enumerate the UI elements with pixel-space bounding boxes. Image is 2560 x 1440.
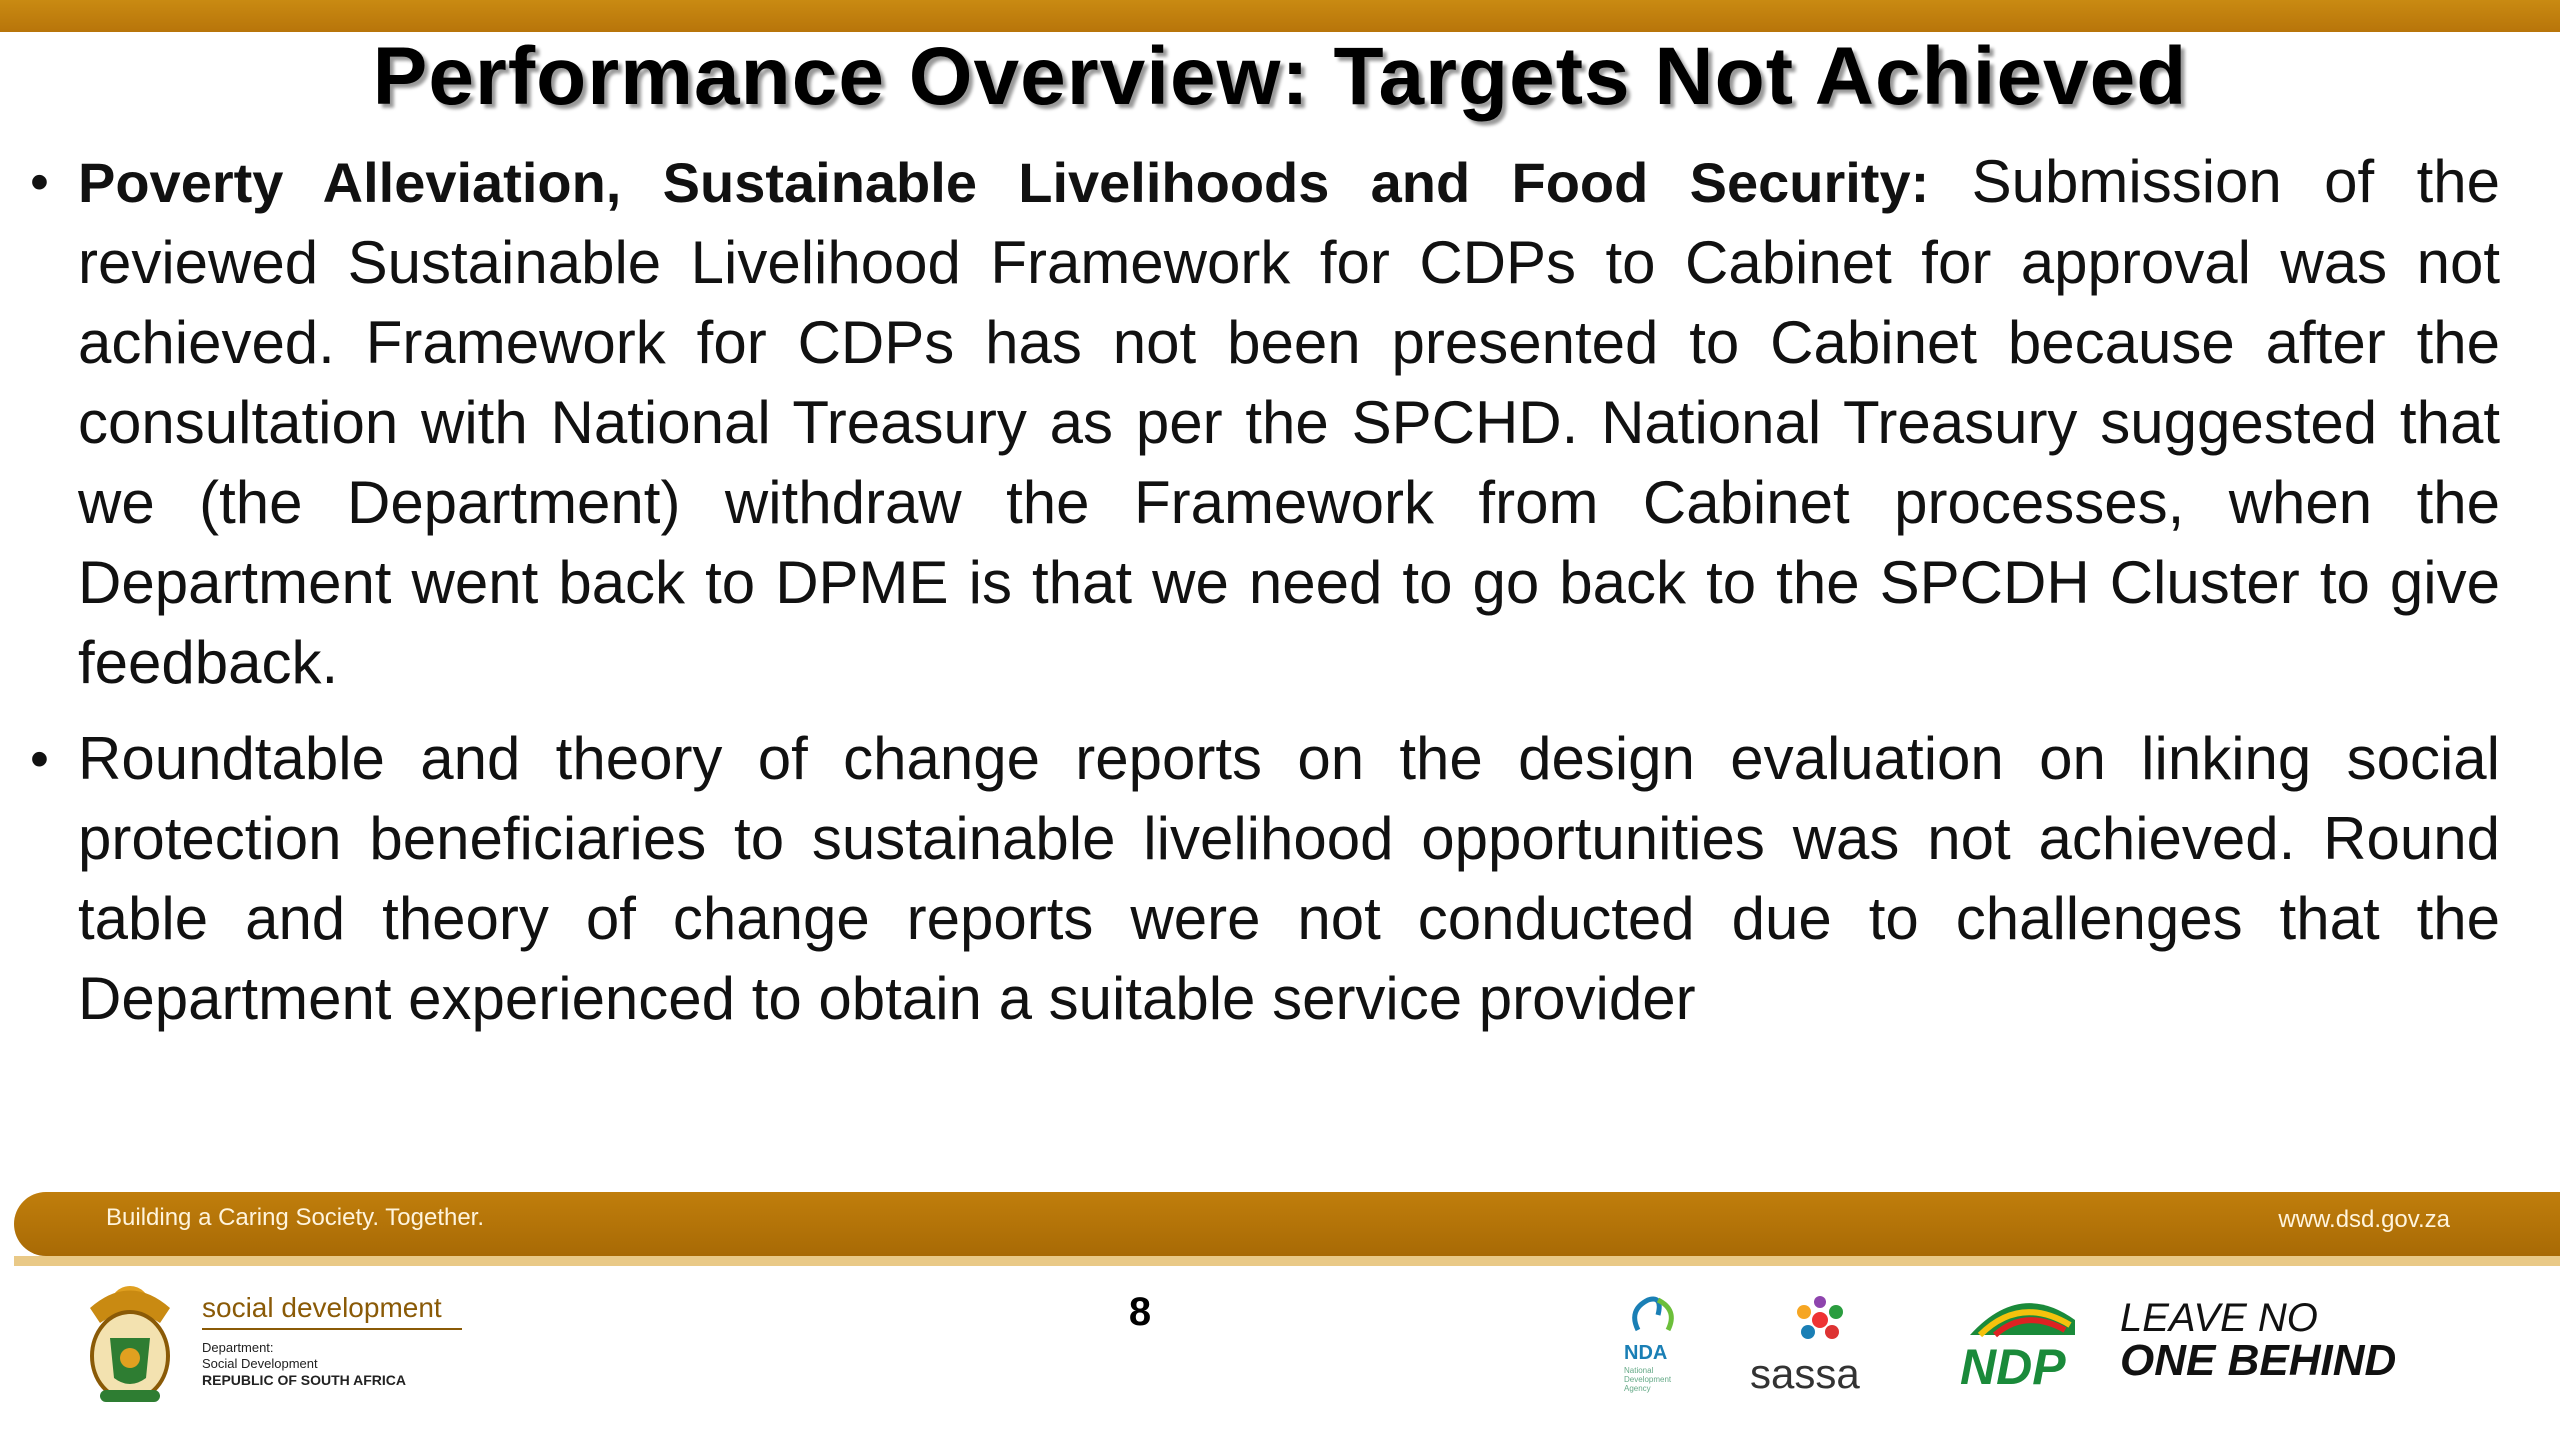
top-accent-bar xyxy=(0,0,2560,32)
bullet-item xyxy=(30,142,2500,703)
slide-title: Performance Overview: Targets Not Achieved xyxy=(372,31,2188,122)
coat-of-arms-icon xyxy=(70,1278,190,1408)
dept-name: social development xyxy=(202,1292,442,1323)
slide-content xyxy=(30,142,2500,1055)
footer-slogan: Building a Caring Society. Together. xyxy=(106,1204,485,1231)
dsd-logo xyxy=(70,1278,470,1408)
brand-divider xyxy=(202,1328,462,1330)
nda-logo-subtitle: National Development Agency xyxy=(1624,1366,1672,1393)
page-number: 8 xyxy=(1128,1290,1152,1334)
sassa-logo-text: sassa xyxy=(1750,1350,1860,1397)
bullet-text: Submission of the reviewed Sustainable Livelihood Framework for CDPs to Cabinet for approval was not achieved. Framework for CDPs has not been presented to Cabinet because after the consultation with National Treasury as per the SPCHD. National Treasury suggested that we (the Department) withdraw the Framework from Cabinet processes, when the Department went back to DPME is that we need to go back to the SPCDH Cluster to give feedback. xyxy=(78,148,2500,696)
bullet-glyph: • xyxy=(30,729,49,789)
footer-website-link[interactable]: www.dsd.gov.za xyxy=(2278,1206,2450,1233)
partner-logos xyxy=(1610,1290,2450,1400)
nda-logo-text: NDA xyxy=(1624,1342,1668,1364)
ndp-logo-text: NDP xyxy=(1960,1339,2066,1395)
dept-line-1: Department: xyxy=(202,1340,274,1355)
dept-country: REPUBLIC OF SOUTH AFRICA xyxy=(202,1372,407,1388)
dept-line-2: Social Development xyxy=(202,1356,318,1371)
bullet-text: Roundtable and theory of change reports on the design evaluation on linking social protection beneficiaries to sustainable livelihood opportunities was not achieved. Round table and theory of change reports were not conducted due to challenges that the Department experienced to obtain a suitable service provider xyxy=(78,725,2500,1032)
dept-subtitle xyxy=(202,1340,318,1372)
lnob-logo-line-2: ONE BEHIND xyxy=(2120,1336,2397,1385)
lnob-logo-line-1: LEAVE NO xyxy=(2120,1296,2318,1340)
footer-band-shadow xyxy=(14,1256,2560,1266)
ndp-flag-icon xyxy=(1960,1290,2080,1340)
bullet-lead: Poverty Alleviation, Sustainable Livelihoods and Food Security: xyxy=(78,151,1930,214)
bullet-item xyxy=(30,719,2500,1039)
bullet-glyph: • xyxy=(30,152,49,212)
nda-swirl-icon xyxy=(1618,1290,1688,1340)
sassa-flower-icon xyxy=(1780,1290,1860,1350)
